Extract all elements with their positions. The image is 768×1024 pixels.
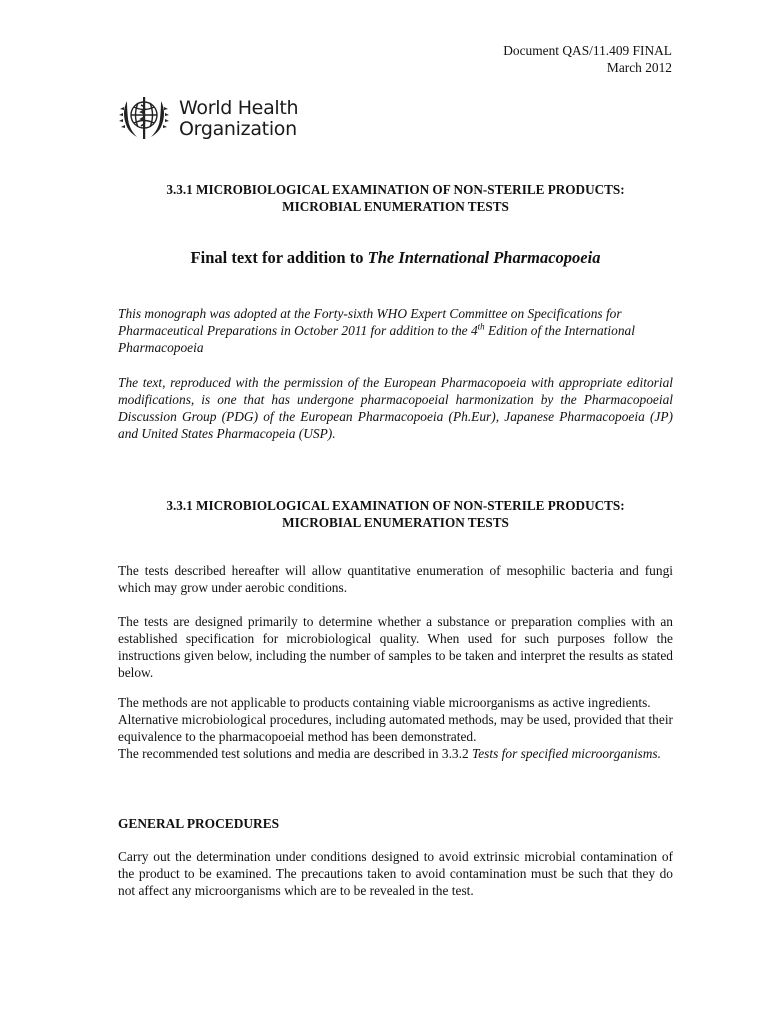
adoption-text: This monograph was adopted at the Forty-sixth WHO Expert Committee on Specifications for Pharmaceutical Preparations in October 2011 for addition to the 4 — [118, 306, 622, 338]
paragraph-2: The tests are designed primarily to determine whether a substance or preparation complies with an established specification for microbiological quality. When used for such purposes follow the instructions given below, including the number of samples to be taken and interpret the results as stated below. — [118, 614, 673, 680]
paragraph-4: Carry out the determination under conditions designed to avoid extrinsic microbial contamination of the product to be examined. The precautions taken to avoid contamination must be such that they do not affect any microorganisms which are to be revealed in the test. — [118, 849, 673, 898]
section-heading-2-line-1: 3.3.1 MICROBIOLOGICAL EXAMINATION OF NON-STERILE PRODUCTS: — [166, 498, 625, 513]
paragraph-1: The tests described hereafter will allow quantitative enumeration of mesophilic bacteria and fungi which may grow under aerobic conditions. — [118, 563, 673, 595]
general-procedures-heading: GENERAL PROCEDURES — [118, 816, 280, 831]
section-heading-2-line-2: MICROBIAL ENUMERATION TESTS — [282, 515, 509, 530]
final-title-prefix: Final text for addition to — [190, 248, 368, 267]
logo-line-1: World Health — [179, 97, 299, 119]
who-logo — [117, 93, 298, 145]
document-date: March 2012 — [606, 60, 672, 75]
paragraph-3-line-b: Alternative microbiological procedures, including automated methods, may be used, provided that their equivalence to the pharmacopoeial method has been demonstrated. — [118, 712, 673, 744]
section-heading-1 — [118, 181, 673, 215]
final-title-italic: The International Pharmacopoeia — [367, 248, 601, 267]
logo-text — [179, 98, 298, 140]
adoption-text-end: Edition of the International Pharmacopoeia — [118, 323, 635, 355]
adoption-note — [118, 305, 673, 356]
document-reference — [503, 42, 672, 76]
section-heading-2 — [118, 497, 673, 531]
paragraph-3-line-c-text: The recommended test solutions and media are described in 3.3.2 — [118, 746, 473, 761]
who-emblem-icon — [117, 93, 171, 145]
reproduction-note: The text, reproduced with the permission of the European Pharmacopoeia with appropriate editorial modifications, is one that has undergone pharmacopoeial harmonization by the Pharmacopoeial Discussion Group (PDG) of the European Pharmacopoeia (Ph.Eur), Japanese Pharmacopoeia (JP) and United States Pharmacopeia (USP). — [118, 375, 673, 441]
paragraph-3-line-c-italic: Tests for specified microorganisms. — [472, 746, 661, 761]
section-heading-1-line-2: MICROBIAL ENUMERATION TESTS — [282, 199, 509, 214]
paragraph-3 — [118, 694, 673, 762]
document-id: Document QAS/11.409 FINAL — [503, 43, 672, 58]
paragraph-3-line-c — [118, 745, 673, 762]
final-text-title — [118, 249, 673, 266]
paragraph-3-line-a: The methods are not applicable to products containing viable microorganisms as active ingredients. — [118, 695, 651, 710]
section-heading-1-line-1: 3.3.1 MICROBIOLOGICAL EXAMINATION OF NON-STERILE PRODUCTS: — [166, 182, 625, 197]
logo-line-2: Organization — [179, 118, 297, 140]
adoption-superscript: th — [477, 321, 485, 332]
